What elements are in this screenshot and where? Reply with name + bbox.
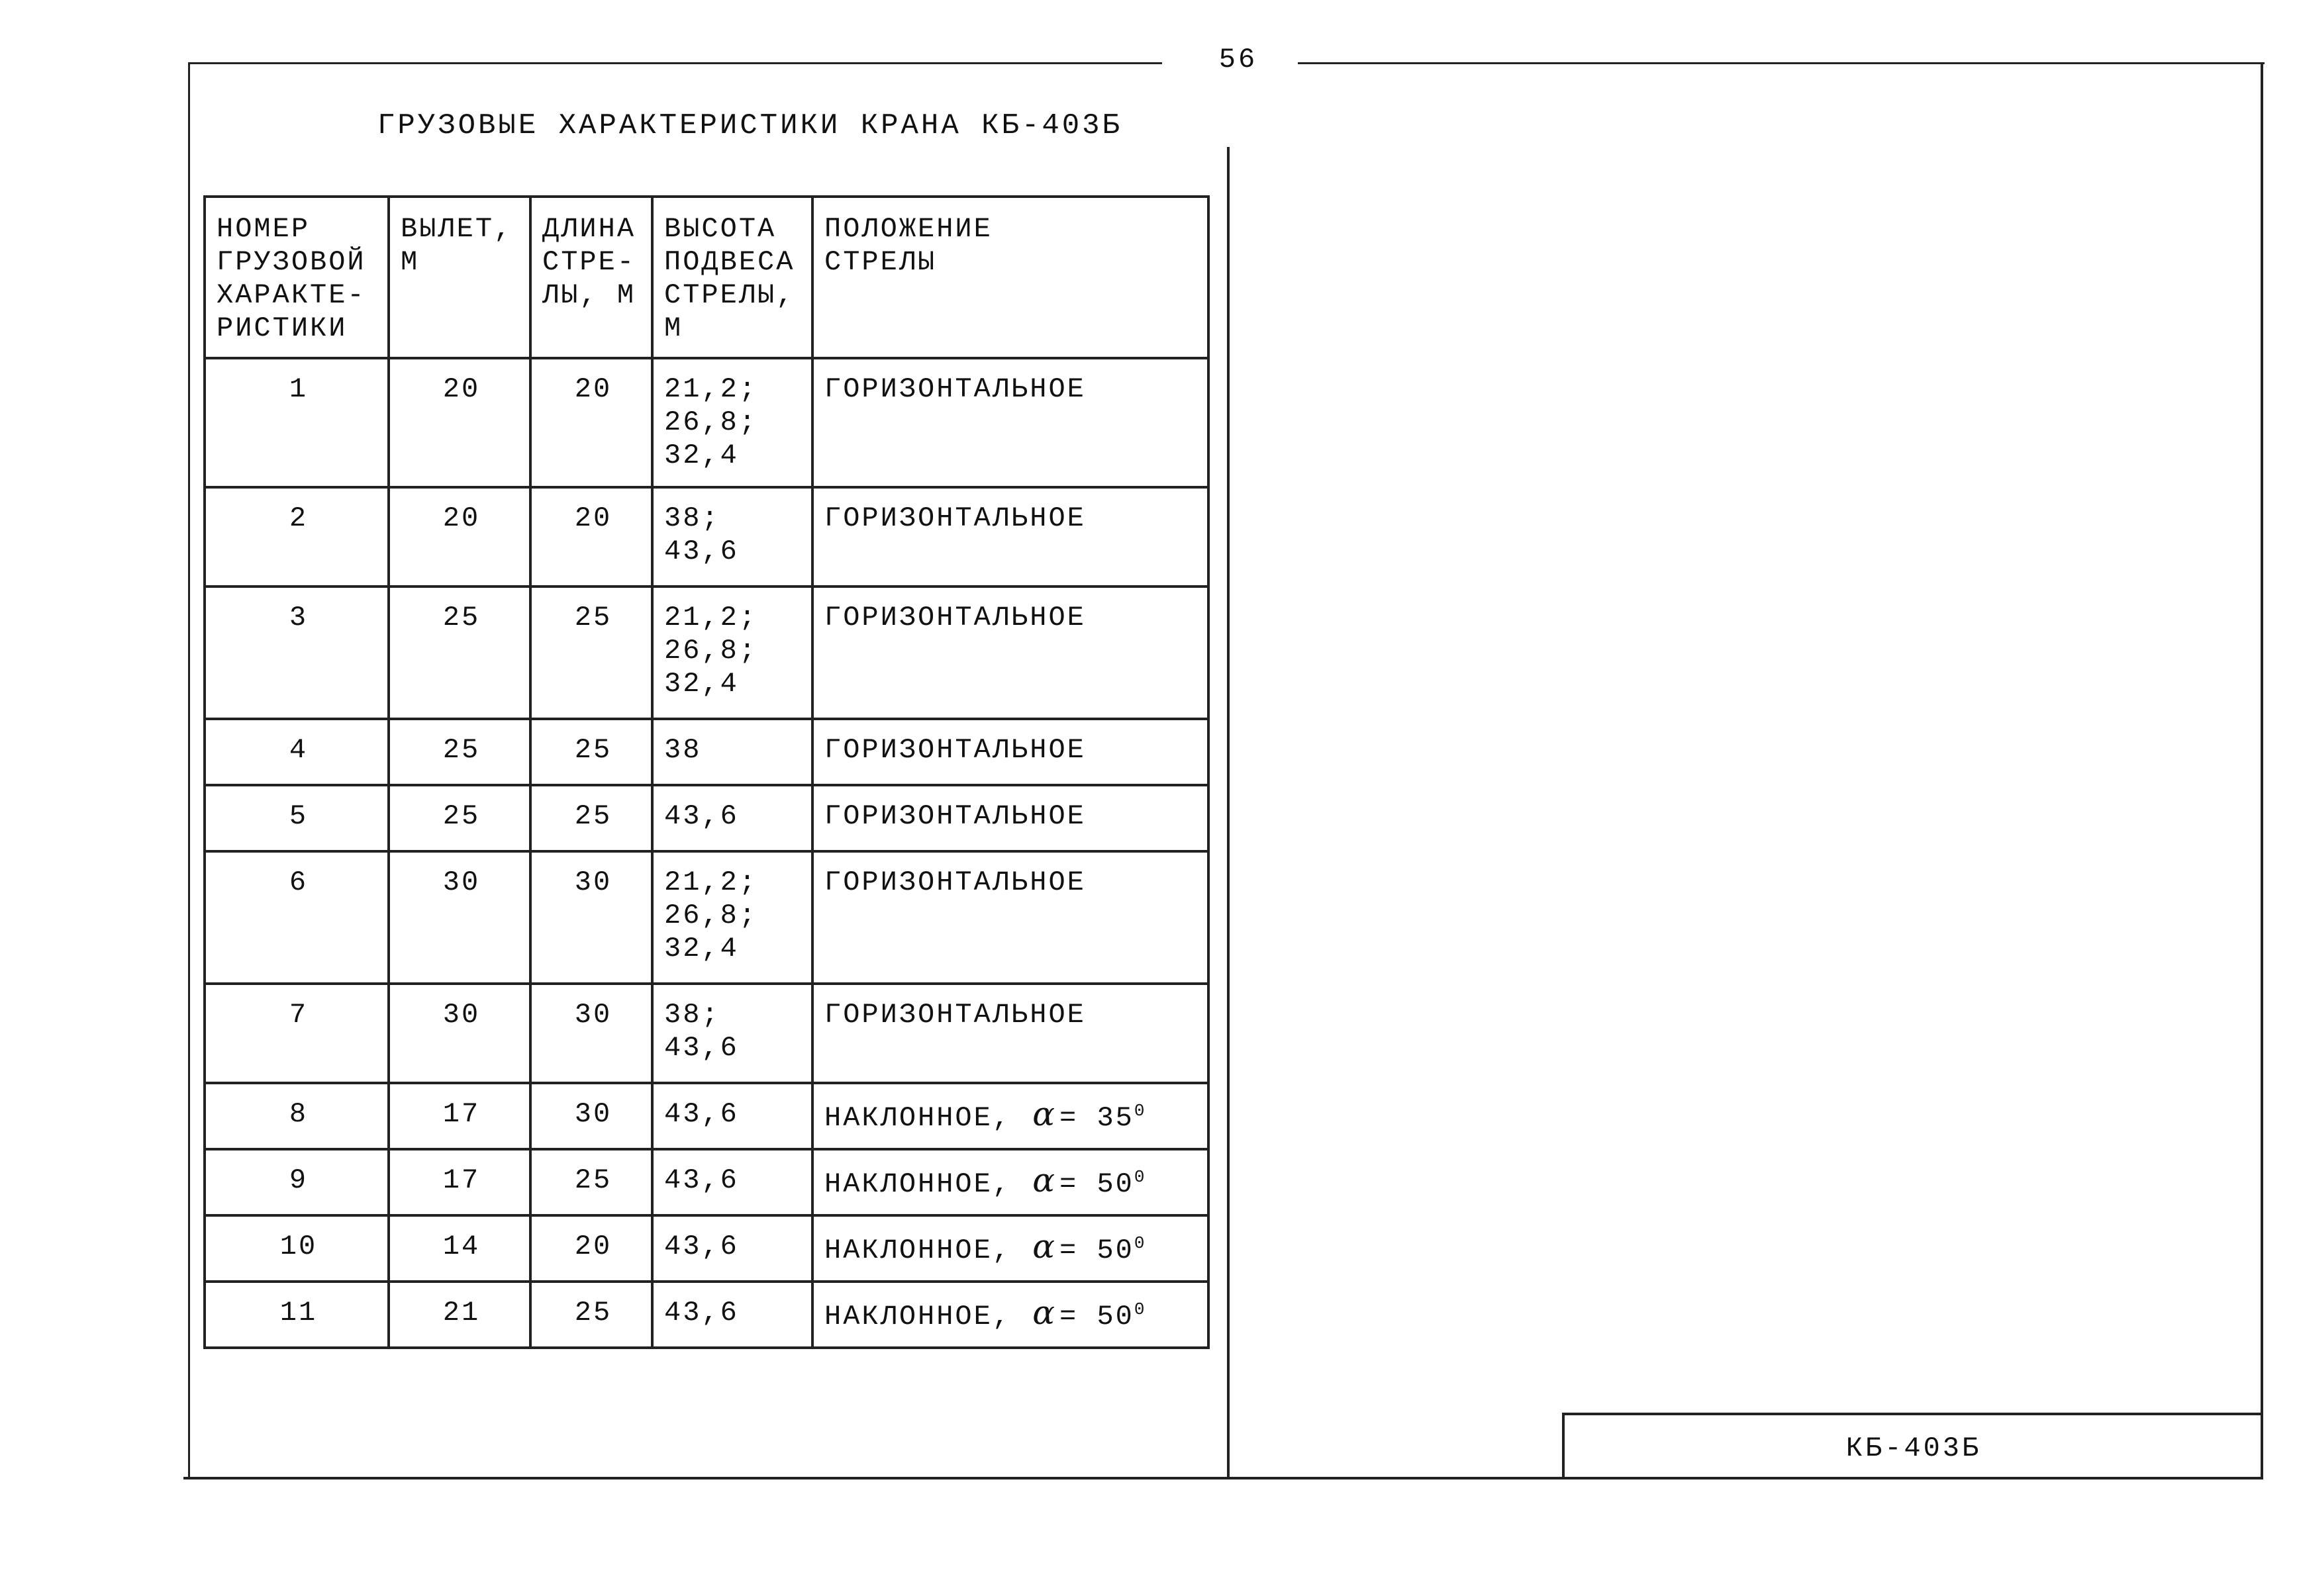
cell-number: 6 <box>205 851 389 984</box>
cell-number: 8 <box>205 1083 389 1149</box>
angle-value: = 50 <box>1059 1301 1134 1333</box>
table-row <box>205 1083 1208 1149</box>
cell-position: ГОРИЗОНТАЛЬНОЕ <box>812 358 1208 487</box>
cell-position: ГОРИЗОНТАЛЬНОЕ <box>812 984 1208 1083</box>
cell-reach: 30 <box>389 851 530 984</box>
table-row <box>205 785 1208 851</box>
frame-left-line <box>188 62 190 1479</box>
cell-height: 38; 43,6 <box>652 487 812 587</box>
cell-number: 1 <box>205 358 389 487</box>
cell-boom-length: 30 <box>530 851 652 984</box>
frame-center-divider <box>1227 147 1230 1479</box>
cell-boom-length: 20 <box>530 358 652 487</box>
cell-boom-length: 25 <box>530 1149 652 1215</box>
cell-position <box>812 1083 1208 1149</box>
alpha-symbol: α <box>1032 1161 1057 1199</box>
title-block <box>1562 1413 2263 1479</box>
table-row <box>205 851 1208 984</box>
angle-value: = 35 <box>1059 1102 1134 1134</box>
cell-reach: 17 <box>389 1083 530 1149</box>
table-row <box>205 1149 1208 1215</box>
degree-mark: 0 <box>1134 1101 1147 1121</box>
cell-boom-length: 20 <box>530 487 652 587</box>
table-row <box>205 487 1208 587</box>
cell-position: ГОРИЗОНТАЛЬНОЕ <box>812 719 1208 785</box>
cell-position <box>812 1215 1208 1282</box>
cell-reach: 25 <box>389 785 530 851</box>
cell-position: ГОРИЗОНТАЛЬНОЕ <box>812 487 1208 587</box>
cell-reach: 20 <box>389 487 530 587</box>
cell-reach: 20 <box>389 358 530 487</box>
position-text: НАКЛОННОЕ, <box>824 1301 1012 1333</box>
frame-top-right-line <box>1298 62 2265 64</box>
cell-number: 5 <box>205 785 389 851</box>
frame-right-line <box>2261 62 2263 1479</box>
table-row <box>205 358 1208 487</box>
angle-value: = 50 <box>1059 1168 1134 1200</box>
cell-number: 4 <box>205 719 389 785</box>
frame-top-left-line <box>189 62 1162 64</box>
degree-mark: 0 <box>1134 1299 1147 1319</box>
cell-height: 21,2; 26,8; 32,4 <box>652 851 812 984</box>
cell-height: 38; 43,6 <box>652 984 812 1083</box>
cell-number: 10 <box>205 1215 389 1282</box>
header-position: ПОЛОЖЕНИЕ СТРЕЛЫ <box>812 197 1208 358</box>
alpha-symbol: α <box>1032 1293 1057 1332</box>
page-title: ГРУЗОВЫЕ ХАРАКТЕРИСТИКИ КРАНА КБ-403Б <box>377 109 1122 142</box>
title-block-code: КБ-403Б <box>1845 1432 1982 1464</box>
cell-height: 43,6 <box>652 1215 812 1282</box>
header-number: НОМЕР ГРУЗОВОЙ ХАРАКТЕ- РИСТИКИ <box>205 197 389 358</box>
table-row <box>205 1282 1208 1348</box>
cell-position: ГОРИЗОНТАЛЬНОЕ <box>812 851 1208 984</box>
cell-boom-length: 25 <box>530 785 652 851</box>
load-characteristics-table <box>203 195 1210 1349</box>
table-header-row <box>205 197 1208 358</box>
cell-reach: 25 <box>389 719 530 785</box>
cell-height: 21,2; 26,8; 32,4 <box>652 358 812 487</box>
cell-height: 43,6 <box>652 785 812 851</box>
cell-boom-length: 25 <box>530 1282 652 1348</box>
cell-number: 7 <box>205 984 389 1083</box>
position-text: НАКЛОННОЕ, <box>824 1102 1012 1134</box>
degree-mark: 0 <box>1134 1233 1147 1253</box>
cell-number: 3 <box>205 587 389 719</box>
table-row <box>205 719 1208 785</box>
cell-number: 9 <box>205 1149 389 1215</box>
header-reach: ВЫЛЕТ, М <box>389 197 530 358</box>
cell-reach: 21 <box>389 1282 530 1348</box>
table-row <box>205 1215 1208 1282</box>
degree-mark: 0 <box>1134 1167 1147 1187</box>
header-height: ВЫСОТА ПОДВЕСА СТРЕЛЫ, М <box>652 197 812 358</box>
cell-height: 38 <box>652 719 812 785</box>
cell-boom-length: 30 <box>530 1083 652 1149</box>
header-boom-length: ДЛИНА СТРЕ- ЛЫ, М <box>530 197 652 358</box>
cell-boom-length: 25 <box>530 587 652 719</box>
cell-reach: 30 <box>389 984 530 1083</box>
alpha-symbol: α <box>1032 1095 1057 1133</box>
table-row <box>205 984 1208 1083</box>
cell-reach: 14 <box>389 1215 530 1282</box>
cell-boom-length: 25 <box>530 719 652 785</box>
cell-height: 43,6 <box>652 1282 812 1348</box>
alpha-symbol: α <box>1032 1227 1057 1266</box>
cell-position <box>812 1282 1208 1348</box>
cell-boom-length: 30 <box>530 984 652 1083</box>
page-number: 56 <box>1218 44 1258 75</box>
cell-number: 11 <box>205 1282 389 1348</box>
cell-position: ГОРИЗОНТАЛЬНОЕ <box>812 587 1208 719</box>
position-text: НАКЛОННОЕ, <box>824 1235 1012 1266</box>
cell-reach: 25 <box>389 587 530 719</box>
cell-position <box>812 1149 1208 1215</box>
cell-boom-length: 20 <box>530 1215 652 1282</box>
cell-number: 2 <box>205 487 389 587</box>
cell-height: 43,6 <box>652 1149 812 1215</box>
cell-position: ГОРИЗОНТАЛЬНОЕ <box>812 785 1208 851</box>
angle-value: = 50 <box>1059 1235 1134 1266</box>
cell-height: 43,6 <box>652 1083 812 1149</box>
cell-reach: 17 <box>389 1149 530 1215</box>
position-text: НАКЛОННОЕ, <box>824 1168 1012 1200</box>
table-row <box>205 587 1208 719</box>
cell-height: 21,2; 26,8; 32,4 <box>652 587 812 719</box>
